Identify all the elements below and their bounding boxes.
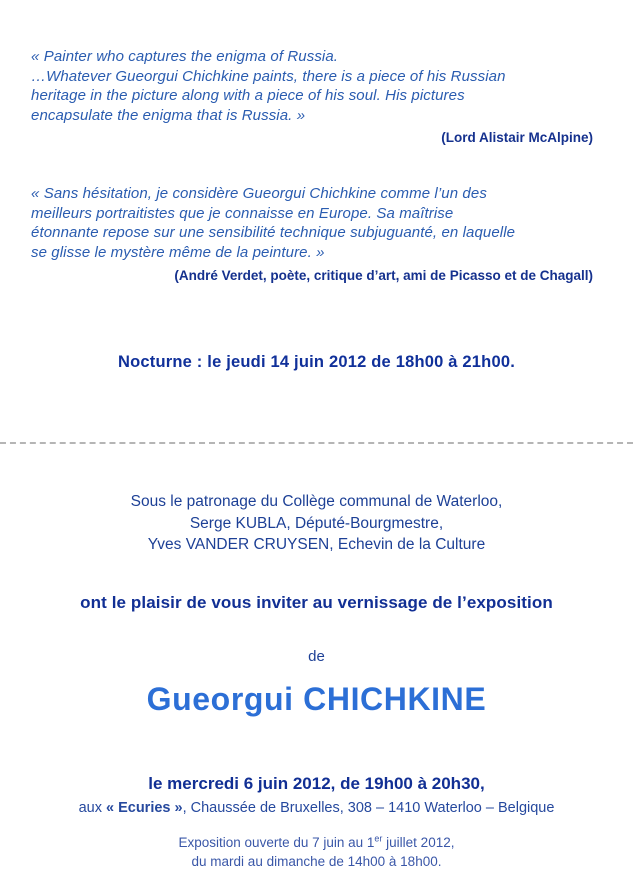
event-datetime: le mercredi 6 juin 2012, de 19h00 à 20h30, (148, 774, 485, 793)
quote-french-attribution: (André Verdet, poète, critique d’art, ami de Picasso et de Chagall) (174, 268, 593, 283)
quote-line: « Painter who captures the enigma of Russia. (31, 48, 339, 65)
patronage-line: Sous le patronage du Collège communal de Waterloo, (130, 493, 503, 510)
quote-line: heritage in the picture along with a piece of his soul. His pictures (31, 87, 465, 104)
quote-line: encapsulate the enigma that is Russia. » (31, 106, 306, 124)
venue-line (0, 800, 633, 816)
venue-prefix: aux (78, 800, 106, 816)
opening-dates-text: Exposition ouverte du 7 juin au 1 (178, 835, 375, 850)
quote-english (31, 47, 605, 125)
quote-line: …Whatever Gueorgui Chichkine paints, there is a piece of his Russian (31, 67, 506, 85)
quote-line: « Sans hésitation, je considère Gueorgui Chichkine comme l’un des (31, 185, 487, 202)
quote-line: se glisse le mystère même de la peinture. » (31, 243, 325, 261)
opening-dates-text: juillet 2012, (382, 835, 455, 850)
venue-suffix: , Chaussée de Bruxelles, 308 – 1410 Waterloo – Belgique (182, 800, 555, 816)
invitation-de: de (308, 648, 325, 665)
opening-dates-line (0, 835, 633, 850)
opening-hours-line: du mardi au dimanche de 14h00 à 18h00. (191, 854, 442, 869)
ordinal-superscript: er (374, 833, 383, 844)
invitation-lead-line: ont le plaisir de vous inviter au vernissage de l’exposition (80, 593, 553, 612)
quote-french (31, 184, 605, 262)
patronage-line: Yves VANDER CRUYSEN, Echevin de la Culture (147, 536, 486, 553)
artist-name: Gueorgui CHICHKINE (146, 681, 487, 717)
quote-line: étonnante repose sur une sensibilité technique subjuguanté, en laquelle (31, 224, 516, 241)
patronage-line: Serge KUBLA, Député-Bourgmestre, (189, 514, 444, 532)
dashed-cut-line (0, 442, 633, 444)
nocturne-line: Nocturne : le jeudi 14 juin 2012 de 18h00 à 21h00. (118, 353, 515, 371)
quote-line: meilleurs portraitistes que je connaisse en Europe. Sa maîtrise (31, 204, 454, 222)
patronage-block (0, 491, 633, 556)
venue-name: « Ecuries » (105, 800, 183, 816)
quote-english-attribution: (Lord Alistair McAlpine) (441, 130, 593, 145)
